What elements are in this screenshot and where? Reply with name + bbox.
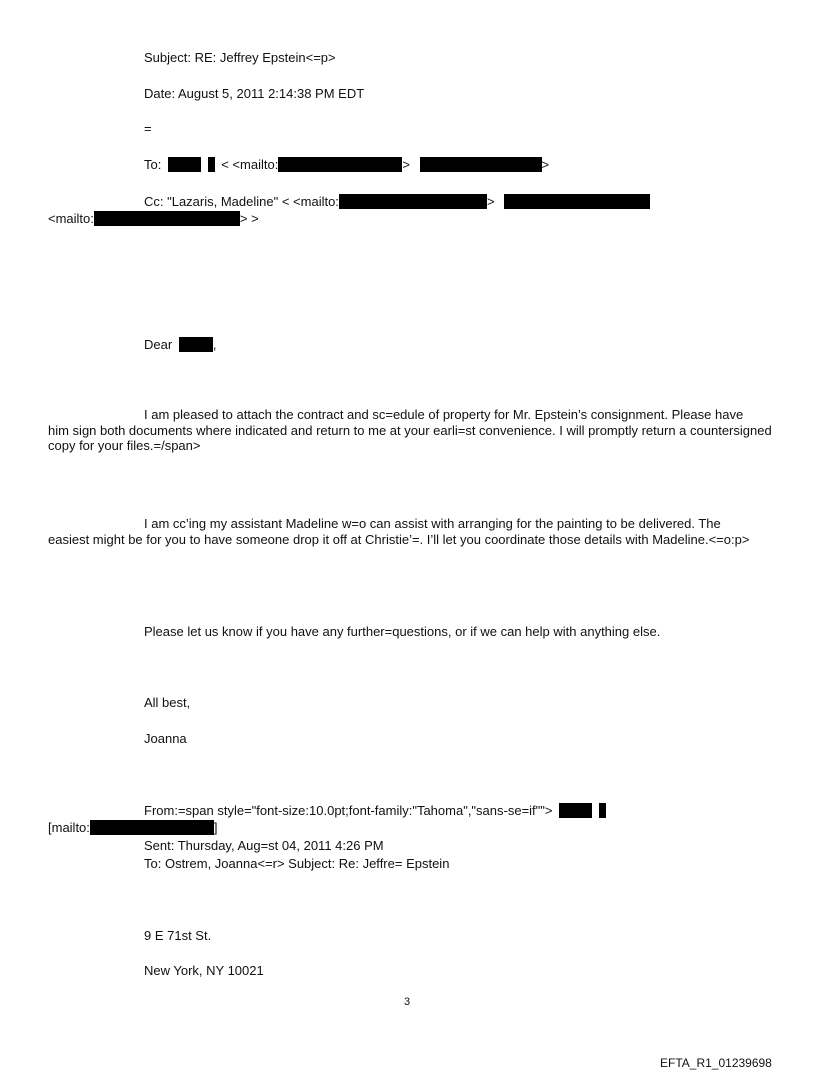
redaction-block [94,211,240,226]
cc-mailto: <mailto: [48,211,94,226]
date-line: Date: August 5, 2011 2:14:38 PM EDT [144,86,365,101]
quoted-sent: Sent: Thursday, Aug=st 04, 2011 4:26 PM [144,838,384,853]
to-line [144,157,549,172]
page-number: 3 [404,996,411,1008]
paragraph-first-line: I am pleased to attach the contract and sc=edule of property for Mr. Epstein’s consignment. Please have [144,407,744,422]
quoted-mailto-end: ] [213,820,218,835]
paragraph-continuation: easiest might be for you to have someone drop it off at Christie’=. I’ll let you coordinate those details with Madeline.<=o:p> [48,531,750,547]
to-label: To: [144,157,162,172]
redaction-block [559,803,592,818]
to-mailto: < <mailto: [221,157,279,172]
paragraph-assistant [48,516,778,547]
address-line-2: New York, NY 10021 [144,963,264,978]
cc-label: Cc: "Lazaris, Madeline" < <mailto: [144,194,339,209]
to-gt: > [541,157,550,172]
quoted-mailto-line [48,820,218,835]
redaction-block [90,820,214,835]
paragraph-continuation: him sign both documents where indicated and return to me at your earli=st convenience. I will promptly return a countersigned copy for your files.=/span> [48,422,772,453]
cc-end: > > [239,211,259,226]
redaction-block [420,157,542,172]
cc-line [144,194,650,209]
redaction-block [179,337,213,352]
paragraph-first-line: I am cc’ing my assistant Madeline w=o can assist with arranging for the painting to be delivered. The [144,516,721,531]
paragraph-questions: Please let us know if you have any further=questions, or if we can help with anything else. [144,624,661,639]
quoted-to-subject: To: Ostrem, Joanna<=r> Subject: Re: Jeffre= Epstein [144,856,450,871]
redaction-block [168,157,201,172]
cc-gt: > [486,194,495,209]
subject-line: Subject: RE: Jeffrey Epstein<=p> [144,50,336,65]
quoted-from: From:=span style="font-size:10.0pt;font-family:"Tahoma","sans-se=if""> [144,803,553,818]
redaction-block [339,194,487,209]
greeting-comma: , [212,337,217,352]
quoted-from-line [144,803,606,818]
redaction-block [278,157,402,172]
cc-line-continued [48,211,259,226]
greeting-text: Dear [144,337,173,352]
redaction-block [599,803,606,818]
signature: Joanna [144,731,187,746]
signoff: All best, [144,695,191,710]
document-id: EFTA_R1_01239698 [660,1056,772,1070]
greeting [144,337,216,352]
paragraph-contract [48,407,778,454]
quoted-mailto: [mailto: [48,820,90,835]
to-gt: > [402,157,410,172]
redaction-block [504,194,650,209]
equals-line: = [144,121,152,136]
address-line-1: 9 E 71st St. [144,928,212,943]
redaction-block [208,157,215,172]
